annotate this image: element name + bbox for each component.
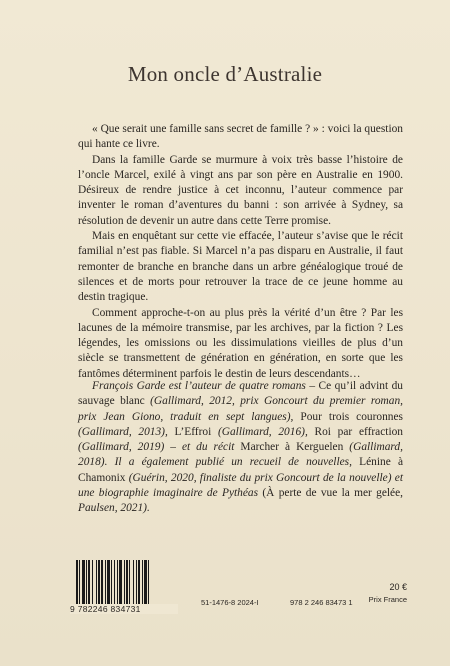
bio-work-title: (À perte de vue la mer gelée,	[258, 487, 404, 500]
bio-fragment: (Gallimard, 2013),	[78, 425, 168, 438]
bio-fragment: (Gallimard, 2012, prix Goncourt du premier roman, prix Jean Giono, traduit en sept langues),	[78, 395, 403, 423]
bio-work-title: Marcher à Kerguelen	[234, 441, 350, 454]
barcode-bars	[76, 560, 174, 604]
barcode-bar	[126, 560, 128, 604]
barcode-bar	[138, 560, 140, 604]
synopsis-paragraph: « Que serait une famille sans secret de famille ? » : voici la question qui hante ce livre.	[78, 123, 403, 151]
synopsis	[78, 122, 403, 382]
barcode-bar	[98, 560, 100, 604]
synopsis-paragraph: Mais en enquêtant sur cette vie effacée, l’auteur s’avise que le récit familial n’est pas fiable. Si Marcel n’a pas disparu en Australie, il faut remonter de branche en branche dans un arbre généalogique troué de silences et de morts pour retrouver la trace de ce jeune homme au destin tragique.	[78, 230, 403, 304]
price-block	[369, 582, 407, 604]
barcode-bar	[133, 560, 134, 604]
reference-code: 51-1476-8 2024-I	[201, 598, 259, 607]
bio-work-title: Roi par effraction	[307, 425, 404, 438]
bio-fragment: (Guérin, 2020, finaliste du prix Goncourt de la nouvelle) et une biographie imaginaire de Pythéas	[78, 471, 403, 500]
bio-work-title: Ce qu’il advint du sauvage blanc	[78, 380, 403, 408]
bio-fragment: Paulsen, 2021).	[78, 502, 150, 515]
barcode-bar	[111, 560, 112, 604]
barcode-bar	[88, 560, 90, 604]
barcode-bar	[86, 560, 87, 604]
barcode-bar	[124, 560, 125, 604]
barcode-bar	[101, 560, 103, 604]
bio-work-title: L’Effroi	[167, 425, 218, 438]
barcode-bar	[79, 560, 80, 604]
bio-work-title: Lénine à Chamonix	[78, 456, 403, 484]
bio-fragment: (Gallimard, 2016),	[217, 425, 308, 438]
isbn-barcode	[70, 560, 178, 616]
barcode-bar	[76, 560, 78, 604]
barcode-bar	[117, 560, 118, 604]
bio-fragment: François Garde est l’auteur de quatre romans –	[92, 380, 316, 392]
price-label: Prix France	[368, 595, 407, 604]
barcode-bar	[92, 560, 93, 604]
barcode-bar	[129, 560, 130, 604]
barcode-bar	[142, 560, 143, 604]
bio-fragment: (Gallimard, 2018). Il a également publié un recueil de nouvelles,	[78, 441, 403, 469]
synopsis-paragraph: Dans la famille Garde se murmure à voix très basse l’histoire de l’oncle Marcel, exilé à vingt ans par son père en Australie en 1900. Désireux de rendre justice à cet inconnu, l’auteur commence par inventer le roman d’aventures du banni : son arrivée à Sydney, sa résolution de devenir un autre dans cette Terre promise.	[78, 153, 403, 227]
barcode-bar	[82, 560, 85, 604]
price-amount: 20 €	[389, 582, 407, 592]
barcode-bar	[114, 560, 115, 604]
bio-fragment: (Gallimard, 2019) – et du récit	[78, 441, 235, 454]
synopsis-paragraph: Comment approche-t-on au plus près la vérité d’un être ? Par les lacunes de la mémoire transmise, par les archives, par la fiction ? Les légendes, les omissions ou les dissimulations vieilles de plus d’un siècle se transmettent de génération en génération, en sorte que les fantômes déterminent parfois le destin de leurs descendants…	[78, 306, 403, 380]
barcode-bar	[136, 560, 137, 604]
barcode-bar	[96, 560, 97, 604]
barcode-bar	[148, 560, 149, 604]
book-title: Mon oncle d’Australie	[127, 62, 323, 86]
author-bio-paragraph	[78, 379, 403, 517]
barcode-number: 9 782246 834731	[70, 604, 178, 614]
author-bio	[78, 379, 403, 517]
barcode-bar	[107, 560, 110, 604]
isbn-code: 978 2 246 83473 1	[290, 598, 353, 607]
bio-work-title: Pour trois couronnes	[293, 410, 403, 423]
barcode-bar	[105, 560, 106, 604]
barcode-bar	[119, 560, 122, 604]
barcode-bar	[144, 560, 147, 604]
